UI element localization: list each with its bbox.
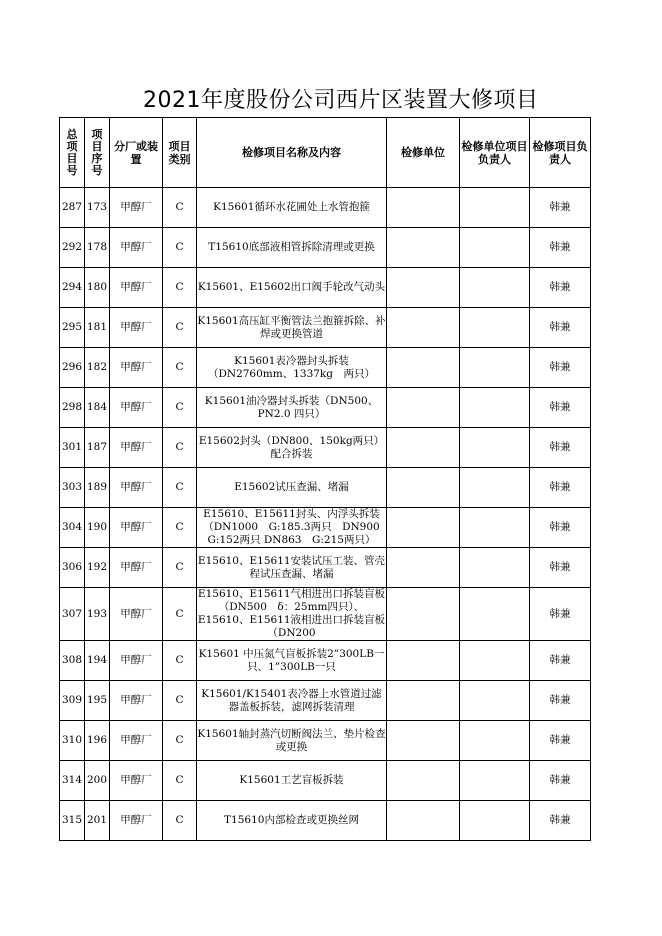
table-row [60,468,591,508]
table-row [60,308,591,348]
cell-project: E15610、E15611气相进出口拆装盲板（DN500 δ：25mm四只）、E15610、E15611液相进出口拆装盲板（DN200 [197,588,386,639]
cell-plant: 甲醇厂 [110,721,163,761]
cell-project: E15602封头（DN800、150kg两只）配合拆装 [197,428,387,468]
cell-unit-leader [460,188,530,228]
cell-item-no: 180 [85,268,110,308]
cell-category: C [163,348,197,388]
cell-category: C [163,641,197,681]
cell-unit [387,508,460,548]
header-plant: 分厂或装置 [110,118,163,188]
table-row [60,681,591,721]
cell-project: K15601、E15602出口阀手轮改气动头 [197,268,387,308]
header-row [60,118,591,188]
cell-unit [387,761,460,801]
sheet-title: 2021年度股份公司西片区装置大修项目 [143,88,539,113]
cell-leader: 韩兼 [530,681,591,721]
table-row [60,588,591,641]
cell-project: T15610底部液相管拆除清理或更换 [197,228,387,268]
cell-item-no: 194 [85,641,110,681]
cell-unit [387,428,460,468]
cell-total-no: 306 [60,548,85,588]
cell-total-no: 296 [60,348,85,388]
cell-unit-leader [460,508,530,548]
table-row [60,801,591,841]
cell-project: K15601轴封蒸汽切断阀法兰、垫片检查或更换 [197,721,387,761]
cell-unit-leader [460,268,530,308]
header-item-no: 项 目 序 号 [85,118,110,188]
cell-leader: 韩兼 [530,801,591,841]
cell-total-no: 310 [60,721,85,761]
cell-item-no: 196 [85,721,110,761]
cell-item-no: 184 [85,388,110,428]
cell-total-no: 298 [60,388,85,428]
cell-item-no: 195 [85,681,110,721]
cell-leader: 韩兼 [530,508,591,548]
cell-category: C [163,308,197,348]
table-row [60,388,591,428]
cell-unit-leader [460,468,530,508]
cell-unit [387,588,460,641]
cell-project: T15610内部检查或更换丝网 [197,801,387,841]
cell-plant: 甲醇厂 [110,268,163,308]
table-row [60,268,591,308]
cell-item-no: 178 [85,228,110,268]
cell-plant: 甲醇厂 [110,308,163,348]
cell-plant: 甲醇厂 [110,641,163,681]
cell-unit-leader [460,721,530,761]
cell-leader: 韩兼 [530,348,591,388]
cell-total-no: 315 [60,801,85,841]
table-row [60,348,591,388]
cell-leader: 韩兼 [530,548,591,588]
cell-unit [387,388,460,428]
cell-unit [387,641,460,681]
cell-plant: 甲醇厂 [110,508,163,548]
table-row [60,188,591,228]
cell-plant: 甲醇厂 [110,388,163,428]
cell-category: C [163,681,197,721]
cell-unit [387,721,460,761]
cell-unit-leader [460,428,530,468]
cell-item-no: 181 [85,308,110,348]
cell-unit-leader [460,641,530,681]
cell-item-no: 187 [85,428,110,468]
cell-project: K15601工艺盲板拆装 [197,761,387,801]
cell-project: E15602试压查漏、堵漏 [197,468,387,508]
cell-total-no: 292 [60,228,85,268]
cell-item-no: 192 [85,548,110,588]
cell-unit-leader [460,348,530,388]
cell-unit [387,548,460,588]
cell-unit [387,188,460,228]
cell-item-no: 200 [85,761,110,801]
cell-leader: 韩兼 [530,721,591,761]
cell-unit-leader [460,801,530,841]
header-unit: 检修单位 [387,118,460,188]
cell-category: C [163,188,197,228]
cell-leader: 韩兼 [530,588,591,641]
cell-total-no: 295 [60,308,85,348]
cell-unit-leader [460,548,530,588]
cell-unit [387,348,460,388]
cell-leader: 韩兼 [530,228,591,268]
cell-total-no: 287 [60,188,85,228]
cell-plant: 甲醇厂 [110,801,163,841]
cell-leader: 韩兼 [530,641,591,681]
table-row [60,721,591,761]
table-row [60,428,591,468]
cell-total-no: 294 [60,268,85,308]
cell-leader: 韩兼 [530,428,591,468]
cell-unit-leader [460,308,530,348]
header-unit-leader: 检修单位项目负责人 [460,118,530,188]
cell-plant: 甲醇厂 [110,228,163,268]
header-total-no: 总 项 目 号 [60,118,85,188]
cell-unit [387,228,460,268]
cell-total-no: 307 [60,588,85,641]
cell-category: C [163,428,197,468]
cell-unit-leader [460,681,530,721]
cell-category: C [163,468,197,508]
cell-category: C [163,761,197,801]
cell-unit-leader [460,388,530,428]
cell-category: C [163,268,197,308]
cell-item-no: 201 [85,801,110,841]
cell-unit [387,801,460,841]
cell-project: K15601油冷器封头拆装（DN500、PN2.0 四只） [197,388,387,428]
cell-total-no: 314 [60,761,85,801]
cell-plant: 甲醇厂 [110,348,163,388]
cell-leader: 韩兼 [530,268,591,308]
cell-category: C [163,388,197,428]
table-row [60,228,591,268]
cell-unit-leader [460,588,530,641]
cell-leader: 韩兼 [530,761,591,801]
header-project: 检修项目名称及内容 [197,118,387,188]
cell-unit-leader [460,228,530,268]
table-row [60,508,591,548]
table-row [60,761,591,801]
cell-leader: 韩兼 [530,188,591,228]
table-row [60,641,591,681]
cell-plant: 甲醇厂 [110,588,163,641]
cell-item-no: 190 [85,508,110,548]
header-leader: 检修项目负责人 [530,118,591,188]
cell-item-no: 189 [85,468,110,508]
cell-unit-leader [460,761,530,801]
cell-project: E15610、E15611安装试压工装、管壳程试压查漏、堵漏 [197,548,387,588]
header-category: 项目 类别 [163,118,197,188]
cell-project: E15610、E15611封头、内浮头拆装（DN1000 G:185.3两只 DN900 G:152两只 DN863 G:215两只） [197,508,387,548]
cell-category: C [163,801,197,841]
cell-total-no: 301 [60,428,85,468]
cell-category: C [163,508,197,548]
table-row [60,548,591,588]
cell-total-no: 309 [60,681,85,721]
cell-project: K15601循环水花圃处上水管抱箍 [197,188,387,228]
cell-unit [387,468,460,508]
cell-leader: 韩兼 [530,468,591,508]
cell-unit [387,268,460,308]
cell-plant: 甲醇厂 [110,761,163,801]
cell-plant: 甲醇厂 [110,681,163,721]
cell-leader: 韩兼 [530,308,591,348]
cell-leader: 韩兼 [530,388,591,428]
cell-total-no: 304 [60,508,85,548]
cell-project: K15601高压缸平衡管法兰抱箍拆除、补焊或更换管道 [197,308,387,348]
cell-item-no: 193 [85,588,110,641]
cell-plant: 甲醇厂 [110,188,163,228]
cell-project: K15601表冷器封头拆装（DN2760mm、1337kg 两只） [197,348,387,388]
cell-project: K15601 中压氮气盲板拆装2”300LB一只、1”300LB一只 [197,641,387,681]
cell-total-no: 308 [60,641,85,681]
cell-plant: 甲醇厂 [110,468,163,508]
cell-plant: 甲醇厂 [110,428,163,468]
cell-unit [387,681,460,721]
cell-total-no: 303 [60,468,85,508]
cell-category: C [163,548,197,588]
cell-project: K15601/K15401表冷器上水管道过滤器盖板拆装，滤网拆装清理 [197,681,387,721]
cell-unit [387,308,460,348]
cell-category: C [163,721,197,761]
cell-category: C [163,228,197,268]
cell-plant: 甲醇厂 [110,548,163,588]
maintenance-table [59,117,591,841]
cell-category: C [163,588,197,641]
cell-item-no: 173 [85,188,110,228]
cell-item-no: 182 [85,348,110,388]
